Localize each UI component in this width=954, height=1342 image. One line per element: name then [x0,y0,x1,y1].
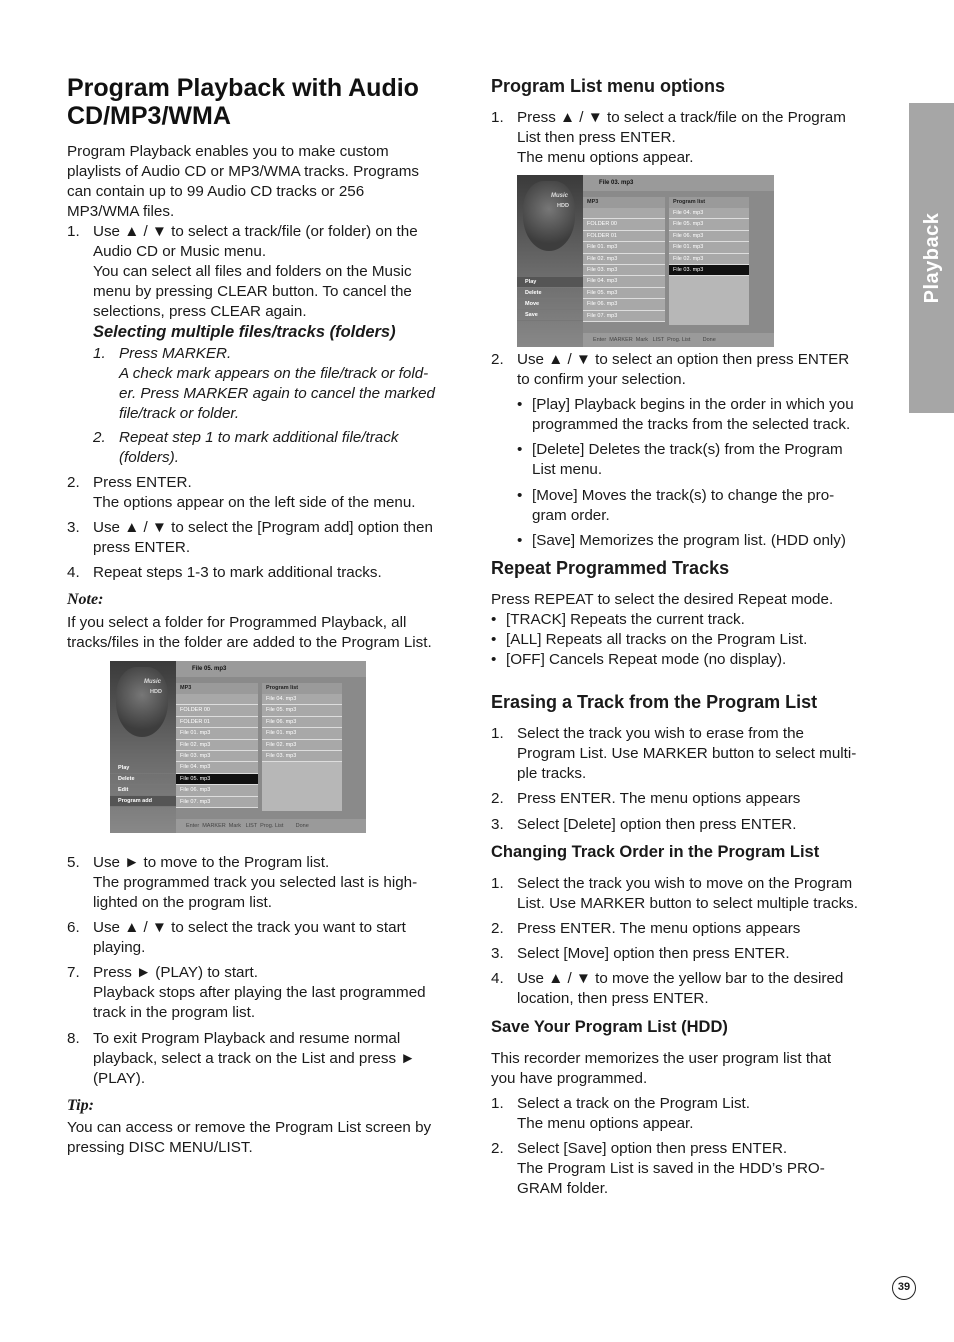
step-text: Use ▲ / ▼ to select the track you want to start playing. [93,919,406,956]
step-text: Use ▲ / ▼ to select an option then press ENTER to confirm your selection. [517,351,850,388]
step-number: 1. [67,223,80,240]
step-text: Select the track you wish to move on the Program List. Use MARKER button to select multiple tracks. [517,875,858,912]
sidebar-tab [909,103,954,413]
change-step-4 [491,969,891,1009]
menu-option-delete[interactable]: Delete [517,288,583,299]
change-step-2 [491,919,891,939]
erase-step-3 [491,815,891,835]
current-file-label: File 05. mp3 [176,661,366,677]
bullet: • [517,487,523,504]
list-item[interactable]: File 01. mp3 [176,728,258,739]
heading-program-list-options: Program List menu options [491,76,726,96]
list-item[interactable]: File 05. mp3 [583,288,665,299]
list-item[interactable]: File 03. mp3 [176,751,258,762]
current-file-label: File 03. mp3 [583,175,774,191]
heading-repeat: Repeat Programmed Tracks [491,558,730,578]
change-step-1 [491,874,891,914]
step-number: 3. [491,816,504,833]
program-item[interactable]: File 02. mp3 [262,740,342,751]
program-item[interactable]: File 05. mp3 [262,705,342,716]
program-item[interactable]: File 04. mp3 [262,694,342,705]
list-item[interactable]: FOLDER 00 [583,219,665,230]
menu-option-play[interactable]: Play [110,763,176,774]
list-item[interactable]: File 02. mp3 [176,740,258,751]
program-list-header: Program list [669,197,749,208]
step-number: 1. [491,1095,504,1112]
menu-option-save[interactable]: Save [517,310,583,321]
list-item[interactable]: File 06. mp3 [583,299,665,310]
step-number: 2. [67,474,80,491]
repeat-intro: Press REPEAT to select the desired Repeat mode. [491,591,834,608]
step-1 [67,222,467,322]
step-4 [67,563,467,583]
step-text: Press ENTER. The options appear on the left side of the menu. [93,474,416,511]
step-text: Select [Delete] option then press ENTER. [517,816,797,833]
program-item[interactable]: File 05. mp3 [669,219,749,230]
step-number: 2. [491,920,504,937]
step-number: 6. [67,919,80,936]
bullet-text: [Delete] Deletes the track(s) from the Program List menu. [532,441,843,478]
screen-footer: Enter MARKER Mark LIST Prog. List Done [176,819,366,833]
program-list-screenshot-1 [110,661,366,833]
step-number: 5. [67,854,80,871]
file-list[interactable] [583,197,665,322]
bullet-text: [Play] Playback begins in the order in which you programmed the tracks from the selected track. [532,396,854,433]
step-3 [67,518,467,558]
program-item[interactable]: File 03. mp3 [669,265,749,276]
bullet: • [491,651,497,668]
list-item[interactable]: File 01. mp3 [583,242,665,253]
program-item[interactable]: File 06. mp3 [262,717,342,728]
step-text: Press ▲ / ▼ to select a track/file on the Program List then press ENTER. The menu options appear. [517,109,846,166]
step-text: Press ► (PLAY) to start. Playback stops after playing the last programmed track in the program list. [93,964,426,1021]
step-text: Select a track on the Program List. The menu options appear. [517,1095,750,1132]
menu-option-program-add[interactable]: Program add [110,796,176,807]
step-text: Select [Move] option then press ENTER. [517,945,790,962]
screen-left-panel [517,175,583,347]
program-item[interactable]: File 01. mp3 [262,728,342,739]
step-text: Use ▲ / ▼ to select the [Program add] option then press ENTER. [93,519,433,556]
folder-label: MP3 [176,683,258,694]
step-number: 1. [491,875,504,892]
page-number: 39 [892,1276,916,1300]
step-text: Press ENTER. The menu options appears [517,920,801,937]
subsection-heading: Selecting multiple files/tracks (folders) [93,323,396,341]
list-item[interactable]: FOLDER 01 [583,231,665,242]
program-list-screenshot-2 [517,175,774,347]
repeat-all [491,630,891,650]
screen-brand: Music [144,679,162,685]
save-step-1 [491,1094,891,1134]
program-list[interactable] [669,197,749,325]
step-text: Press ENTER. The menu options appears [517,790,801,807]
step-text: Repeat step 1 to mark additional file/track (folders). [119,429,399,466]
bullet: • [491,611,497,628]
menu-option-move[interactable]: Move [517,299,583,310]
tip-label: Tip: [67,1097,94,1114]
bullet-text: [OFF] Cancels Repeat mode (no display). [506,651,787,668]
bullet: • [517,396,523,413]
step-number: 8. [67,1030,80,1047]
screen-device: HDD [150,689,162,695]
list-item[interactable]: File 04. mp3 [176,762,258,773]
sub-step-1 [93,344,473,424]
save-intro: This recorder memorizes the user program list that you have programmed. [491,1050,832,1087]
heading-changing-order: Changing Track Order in the Program List [491,843,820,861]
program-item[interactable]: File 01. mp3 [669,242,749,253]
menu-option-play[interactable]: Play [517,277,583,288]
step-number: 2. [491,1140,504,1157]
program-item[interactable]: File 04. mp3 [669,208,749,219]
list-item[interactable]: File 07. mp3 [583,311,665,322]
folder-label: MP3 [583,197,665,208]
step-text: Use ▲ / ▼ to move the yellow bar to the desired location, then press ENTER. [517,970,844,1007]
step-number: 1. [93,345,106,362]
list-item[interactable]: File 04. mp3 [583,276,665,287]
screen-brand: Music [551,193,569,199]
tip-text: You can access or remove the Program List screen by pressing DISC MENU/LIST. [67,1119,432,1156]
list-item[interactable]: File 03. mp3 [583,265,665,276]
file-list[interactable] [176,683,258,808]
repeat-track [491,610,891,630]
step-number: 1. [491,109,504,126]
sub-step-2 [93,428,473,468]
program-item[interactable]: File 02. mp3 [669,254,749,265]
step-text: Press MARKER. A check mark appears on the file/track or fold- er. Press MARKER again to cancel the marked file/track or folder. [119,345,435,422]
bullet-text: [Move] Moves the track(s) to change the pro- gram order. [532,487,835,524]
step-number: 2. [93,429,106,446]
page-title: Program Playback with Audio CD/MP3/WMA [67,74,419,130]
step-text: Use ► to move to the Program list. The programmed track you selected last is high- lighted on the program list. [93,854,418,911]
step-text: Select the track you wish to erase from the Program List. Use MARKER button to select multi- ple tracks. [517,725,857,782]
step-number: 3. [67,519,80,536]
step-number: 2. [491,351,504,368]
list-item[interactable]: File 02. mp3 [583,254,665,265]
menu-option-delete[interactable]: Delete [110,774,176,785]
option-bullet-delete [517,440,897,480]
list-item[interactable]: FOLDER 00 [176,705,258,716]
save-step-2 [491,1139,891,1199]
option-step-2 [491,350,891,390]
step-7 [67,963,467,1023]
step-text: Use ▲ / ▼ to select a track/file (or folder) on the Audio CD or Music menu. You can select all files and folders on the Music menu by pressing CLEAR button. To cancel the selections, press CLEAR again. [93,223,418,320]
sidebar-tab-label: Playback [920,212,943,304]
screen-footer: Enter MARKER Mark LIST Prog. List Done [583,333,774,347]
erase-step-2 [491,789,891,809]
repeat-off [491,650,891,670]
note-text: If you select a folder for Programmed Playback, all tracks/files in the folder are added to the Program List. [67,614,432,651]
program-list-header: Program list [262,683,342,694]
program-list[interactable] [262,683,342,811]
list-item[interactable]: FOLDER 01 [176,717,258,728]
bullet: • [491,631,497,648]
heading-save: Save Your Program List (HDD) [491,1018,728,1036]
menu-option-edit[interactable]: Edit [110,785,176,796]
step-5 [67,853,467,913]
step-6 [67,918,467,958]
erase-step-1 [491,724,891,784]
list-item[interactable] [176,694,258,705]
list-item[interactable]: File 06. mp3 [176,785,258,796]
step-2 [67,473,467,513]
option-bullet-move [517,486,897,526]
option-step-1 [491,108,891,168]
step-number: 2. [491,790,504,807]
heading-erasing: Erasing a Track from the Program List [491,692,818,712]
bullet: • [517,441,523,458]
note-label: Note: [67,591,104,608]
step-number: 3. [491,945,504,962]
step-number: 4. [67,564,80,581]
bullet-text: [TRACK] Repeats the current track. [506,611,745,628]
step-text: Select [Save] option then press ENTER. The Program List is saved in the HDD’s PRO- GRAM folder. [517,1140,825,1197]
step-number: 4. [491,970,504,987]
step-number: 1. [491,725,504,742]
bullet: • [517,532,523,549]
program-item[interactable]: File 03. mp3 [262,751,342,762]
screen-left-panel [110,661,176,833]
list-item[interactable] [583,208,665,219]
step-8 [67,1029,467,1089]
bullet-text: [Save] Memorizes the program list. (HDD only) [532,532,846,549]
change-step-3 [491,944,891,964]
option-bullet-save [517,531,897,551]
step-text: Repeat steps 1-3 to mark additional tracks. [93,564,382,581]
bullet-text: [ALL] Repeats all tracks on the Program List. [506,631,808,648]
intro-text: Program Playback enables you to make custom playlists of Audio CD or MP3/WMA tracks. Programs can contain up to 99 Audio CD tracks or 256 MP3/WMA files. [67,143,419,220]
list-item[interactable]: File 05. mp3 [176,774,258,785]
step-text: To exit Program Playback and resume normal playback, select a track on the List and press ► (PLAY). [93,1030,416,1087]
list-item[interactable]: File 07. mp3 [176,797,258,808]
screen-device: HDD [557,203,569,209]
option-bullet-play [517,395,897,435]
program-item[interactable]: File 06. mp3 [669,231,749,242]
step-number: 7. [67,964,80,981]
